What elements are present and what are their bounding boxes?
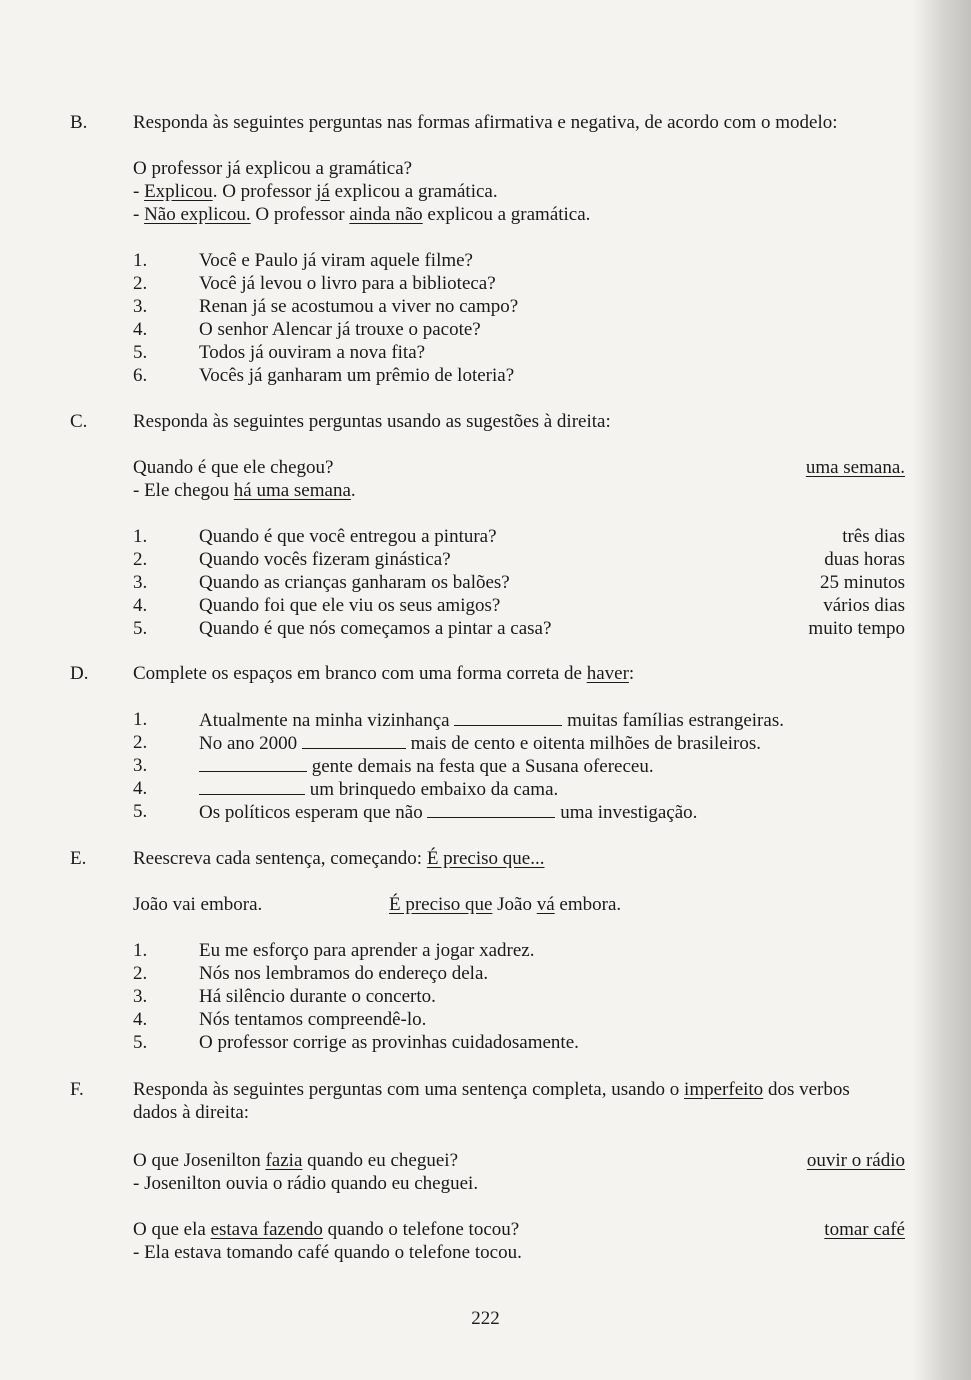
section-d-letter: D. bbox=[70, 663, 89, 684]
section-c-model-question: Quando é que ele chegou? bbox=[133, 457, 334, 478]
section-e-model-sentence: João vai embora. bbox=[133, 894, 263, 915]
hint-text: três dias bbox=[842, 526, 905, 547]
blank-line[interactable] bbox=[427, 800, 555, 818]
section-f-example1-answer: - Josenilton ouvia o rádio quando eu cheguei. bbox=[133, 1173, 479, 1194]
section-c-instruction: Responda às seguintes perguntas usando as sugestões à direita: bbox=[133, 411, 611, 432]
section-f-letter: F. bbox=[70, 1079, 84, 1100]
blank-line[interactable] bbox=[302, 731, 406, 749]
section-f-example1-question: O que Josenilton fazia quando eu cheguei? bbox=[133, 1150, 459, 1171]
section-c-letter: C. bbox=[70, 411, 88, 432]
section-e-instruction: Reescreva cada sentença, começando: É preciso que... bbox=[133, 848, 545, 869]
page-edge-shadow bbox=[913, 0, 971, 1380]
section-c-model-hint: uma semana. bbox=[805, 457, 905, 478]
hint-text: duas horas bbox=[824, 549, 905, 570]
blank-line[interactable] bbox=[199, 777, 305, 795]
hint-text: 25 minutos bbox=[820, 572, 905, 593]
textbook-page: B. Responda às seguintes perguntas nas formas afirmativa e negativa, de acordo com o modelo: O professor já explicou a gramática? - Explicou. O professor já explicou a gramática. - Não explicou. O professor ainda não explicou a gramática. 1. Você e Paulo já viram aquele filme? 2. Você já levou o livro para a biblioteca? 3. Renan já se acostumou a viver no campo? 4. O senhor Alencar já trouxe o pacote? 5. Todos já ouviram a nova fita? 6. Vocês já ganharam um prêmio de loteria? C. Responda às seguintes perguntas usando as sugestões à direita: Quando é que ele chegou? uma semana. - Ele chegou há uma semana. 1. Quando é que você entregou a pintura? três dias 2. Quando vocês fizeram ginástica? duas horas 3. Quando as crianças ganharam os balões? 25 minutos 4. Quando foi que ele viu os seus amigos? vários dias 5. Quando é que nós começamos a pintar a casa? muito tempo D. Complete os espaços em branco com uma forma correta de haver: 1. Atualmente na minha vizinhança muitas famílias estrangeiras. 2. No ano 2000 mais de cento e oitenta milhões de brasileiros. 3. gente demais na festa que a Susana ofereceu. 4. um brinquedo embaixo da cama. 5. Os políticos esperam que não uma investigação. E. Reescreva cada sentença, começando: É preciso que... João vai embora. É preciso que João vá embora. 1. Eu me esforço para aprender a jogar xadrez. 2. Nós nos lembramos do endereço dela. 3. Há silêncio durante o concerto. 4. Nós tentamos compreendê-lo. 5. O professor corrige as provinhas cuidadosamente. F. Responda às seguintes perguntas com uma sentença completa, usando o imperfeito dos verbos dados à direita: O que Josenilton fazia quando eu cheguei? ouvir o rádio - Josenilton ouvia o rádio quando eu cheguei. O que ela estava fazendo quando o telefone tocou? tomar café - Ela estava tomando café quando o telefone tocou. 222 bbox=[0, 0, 971, 1380]
section-b-letter: B. bbox=[70, 112, 88, 133]
section-e-model-answer: É preciso que João vá embora. bbox=[389, 894, 622, 915]
hint-text: vários dias bbox=[823, 595, 905, 616]
section-b-instruction: Responda às seguintes perguntas nas formas afirmativa e negativa, de acordo com o modelo: bbox=[133, 112, 838, 133]
section-e-letter: E. bbox=[70, 848, 87, 869]
section-f-instruction-line2: dados à direita: bbox=[133, 1102, 250, 1123]
section-f-example2-hint: tomar café bbox=[824, 1219, 905, 1240]
section-f-instruction: Responda às seguintes perguntas com uma sentença completa, usando o imperfeito dos verbos bbox=[133, 1079, 850, 1100]
section-b-model-affirmative: - Explicou. O professor já explicou a gramática. bbox=[133, 181, 498, 202]
section-f-example2-answer: - Ela estava tomando café quando o telefone tocou. bbox=[133, 1242, 522, 1263]
section-f-example2-question: O que ela estava fazendo quando o telefone tocou? bbox=[133, 1219, 520, 1240]
section-f-example1-hint: ouvir o rádio bbox=[806, 1150, 905, 1171]
section-d-instruction: Complete os espaços em branco com uma forma correta de haver: bbox=[133, 663, 635, 684]
section-b-model-question: O professor já explicou a gramática? bbox=[133, 158, 413, 179]
page-number: 222 bbox=[471, 1308, 500, 1329]
blank-line[interactable] bbox=[454, 708, 562, 726]
section-c-model-answer: - Ele chegou há uma semana. bbox=[133, 480, 356, 501]
section-b-model-negative: - Não explicou. O professor ainda não explicou a gramática. bbox=[133, 204, 591, 225]
blank-line[interactable] bbox=[199, 754, 307, 772]
hint-text: muito tempo bbox=[808, 618, 905, 639]
